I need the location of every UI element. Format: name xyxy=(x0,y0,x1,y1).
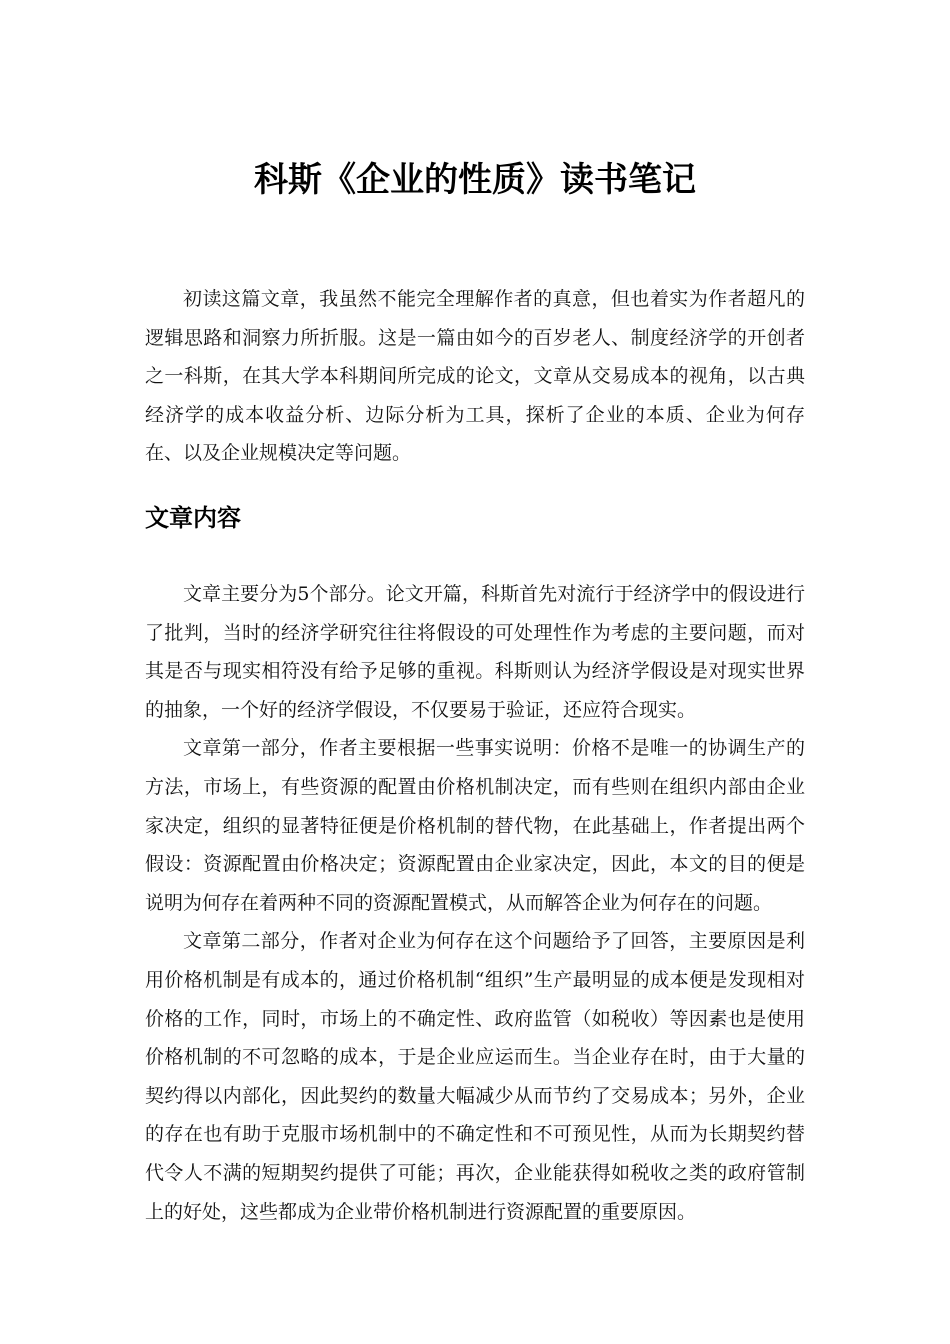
document-title: 科斯《企业的性质》读书笔记 xyxy=(254,160,696,200)
section-body xyxy=(145,575,805,1231)
intro-paragraph: 初读这篇文章，我虽然不能完全理解作者的真意，但也着实为作者超凡的逻辑思路和洞察力所折服。这是一篇由如今的百岁老人、制度经济学的开创者之一科斯，在其大学本科期间所完成的论文，文章从交易成本的视角，以古典经济学的成本收益分析、边际分析为工具，探析了企业的本质、企业为何存在、以及企业规模决定等问题。 xyxy=(145,288,805,465)
section-heading: 文章内容 xyxy=(145,504,241,532)
body-paragraph-1: 文章主要分为5个部分。论文开篇，科斯首先对流行于经济学中的假设进行了批判，当时的经济学研究往往将假设的可处理性作为考虑的主要问题，而对其是否与现实相符没有给予足够的重视。科斯则认为经济学假设是对现实世界的抽象，一个好的经济学假设，不仅要易于验证，还应符合现实。 xyxy=(145,583,805,721)
body-paragraph-3: 文章第二部分，作者对企业为何存在这个问题给予了回答，主要原因是利用价格机制是有成本的，通过价格机制“组织”生产最明显的成本便是发现相对价格的工作，同时，市场上的不确定性、政府监管（如税收）等因素也是使用价格机制的不可忽略的成本，于是企业应运而生。当企业存在时，由于大量的契约得以内部化，因此契约的数量大幅减少从而节约了交易成本；另外，企业的存在也有助于克服市场机制中的不确定性和不可预见性，从而为长期契约替代令人不满的短期契约提供了可能；再次，企业能获得如税收之类的政府管制上的好处，这些都成为企业带价格机制进行资源配置的重要原因。 xyxy=(145,930,805,1223)
body-paragraph-2: 文章第一部分，作者主要根据一些事实说明：价格不是唯一的协调生产的方法，市场上，有些资源的配置由价格机制决定，而有些则在组织内部由企业家决定，组织的显著特征便是价格机制的替代物，在此基础上，作者提出两个假设：资源配置由价格决定；资源配置由企业家决定，因此，本文的目的便是说明为何存在着两种不同的资源配置模式，从而解答企业为何存在的问题。 xyxy=(145,737,805,914)
